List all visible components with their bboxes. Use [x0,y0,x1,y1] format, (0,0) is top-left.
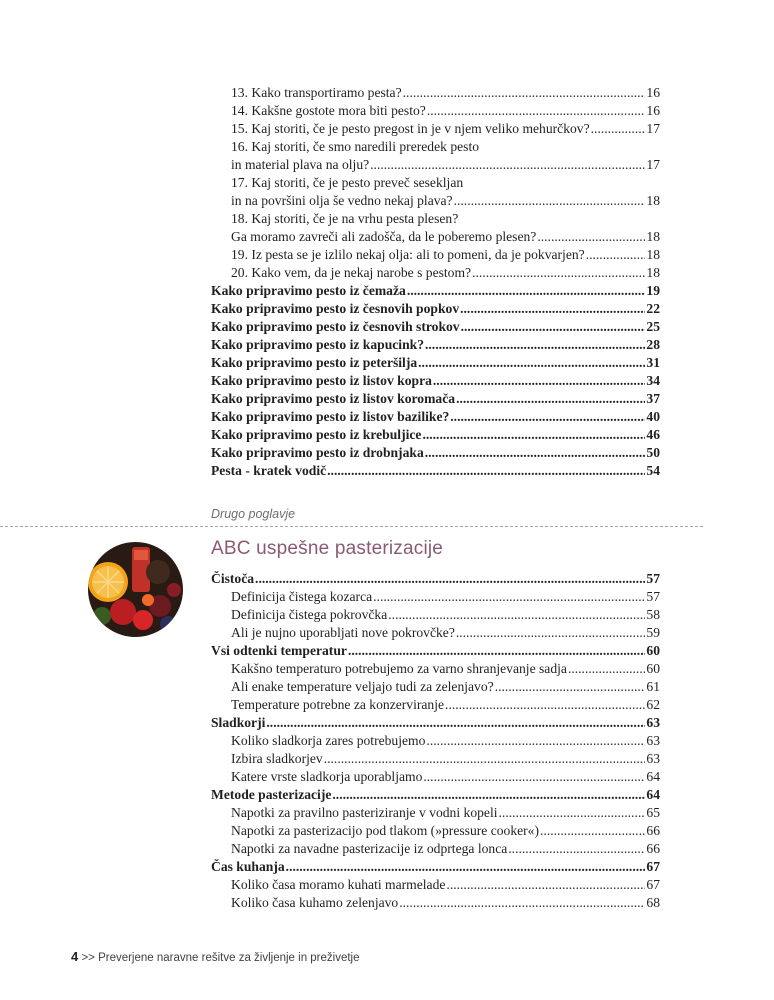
toc-entry-title: Kako pripravimo pesto iz kapucink? [211,337,424,352]
toc-top-list [211,84,660,480]
toc-entry-page: 18 [646,247,660,262]
toc-leader-dots [499,804,646,822]
toc-entry [211,606,660,624]
toc-entry-title: 18. Kaj storiti, če je na vrhu pesta plesen? [231,211,459,226]
toc-entry-title: Kako pripravimo pesto iz čemaža [211,283,406,298]
toc-entry-title: 19. Iz pesta se je izlilo nekaj olja: ali to pomeni, da je pokvarjen? [231,247,585,262]
toc-entry-title: Definicija čistega kozarca [231,589,373,604]
toc-entry [211,246,660,264]
toc-entry-title: Ali enake temperature veljajo tudi za zelenjavo? [231,679,494,694]
toc-entry-title: 13. Kako transportiramo pesta? [231,85,402,100]
toc-entry-page: 19 [646,283,660,298]
toc-entry-title: Pesta - kratek vodič [211,463,327,478]
toc-entry [211,822,660,840]
toc-entry-title: Napotki za pasterizacijo pod tlakom (»pressure cooker«) [231,823,540,838]
toc-entry [211,318,660,336]
toc-entry-title: Sladkorji [211,715,266,730]
toc-leader-dots [255,570,645,588]
toc-leader-dots [427,102,646,120]
toc-leader-dots [586,246,646,264]
toc-entry-page: 60 [646,643,660,658]
toc-leader-dots [456,390,645,408]
toc-entry-page: 50 [646,445,660,460]
toc-entry [211,264,660,282]
toc-entry-title: Ali je nujno uporabljati nove pokrovčke? [231,625,455,640]
toc-entry-title: Kako pripravimo pesto iz listov bazilike? [211,409,450,424]
toc-entry-title: Napotki za navadne pasterizacije iz odprtega lonca [231,841,508,856]
toc-entry [211,750,660,768]
toc-entry [211,588,660,606]
toc-entry-page: 54 [646,463,660,478]
toc-entry [211,462,660,480]
toc-entry-title: 20. Kako vem, da je nekaj narobe s pestom? [231,265,472,280]
toc-leader-dots [456,624,646,642]
toc-entry-page: 63 [646,751,660,766]
toc-leader-dots [426,732,645,750]
toc-entry-title: Čistoča [211,571,255,586]
toc-entry-page: 68 [646,895,660,910]
toc-entry [211,696,660,714]
toc-entry-page: 62 [646,697,660,712]
toc-entry [211,804,660,822]
toc-entry-page: 63 [646,733,660,748]
toc-entry [211,426,660,444]
toc-entry [211,84,660,102]
toc-entry-page: 46 [646,427,660,442]
toc-entry-page: 57 [646,571,660,586]
toc-entry [211,660,660,678]
toc-entry-title: in na površini olja še vedno nekaj plava? [231,193,453,208]
toc-leader-dots [450,408,645,426]
toc-entry [211,408,660,426]
toc-bottom-list [211,570,660,912]
toc-leader-dots [472,264,645,282]
toc-entry-title: Izbira sladkorjev [231,751,323,766]
toc-entry-page: 57 [646,589,660,604]
toc-leader-dots [508,840,645,858]
toc-entry-page: 18 [646,193,660,208]
toc-entry [211,894,660,912]
chapter-divider [0,526,703,527]
toc-entry-title: Koliko časa kuhamo zelenjavo [231,895,399,910]
chapter-label: Drugo poglavje [211,507,296,521]
toc-entry-title: Kako pripravimo pesto iz peteršilja [211,355,418,370]
toc-leader-dots [537,228,645,246]
toc-entry [211,228,660,246]
page-number: 4 [71,949,79,964]
toc-leader-dots [495,678,646,696]
toc-entry-page: 61 [646,679,660,694]
toc-leader-dots [454,192,646,210]
toc-entry-page: 64 [646,769,660,784]
toc-leader-dots [286,858,646,876]
toc-entry [211,372,660,390]
toc-entry-title: Kako pripravimo pesto iz listov koromača [211,391,456,406]
toc-entry-page: 18 [646,229,660,244]
toc-entry-page: 58 [646,607,660,622]
toc-leader-dots [568,660,645,678]
toc-entry-title: Kakšno temperaturo potrebujemo za varno shranjevanje sadja [231,661,567,676]
toc-leader-dots [461,318,646,336]
toc-entry-title: Kako pripravimo pesto iz česnovih popkov [211,301,460,316]
toc-entry [211,570,660,588]
toc-entry [211,624,660,642]
toc-leader-dots [418,354,645,372]
toc-entry [211,840,660,858]
toc-entry [211,732,660,750]
toc-entry-title: Kako pripravimo pesto iz krebuljice [211,427,422,442]
toc-entry [211,210,660,228]
toc-entry [211,300,660,318]
toc-entry-page: 63 [646,715,660,730]
toc-entry-title: Napotki za pravilno pasteriziranje v vodni kopeli [231,805,498,820]
toc-entry-page: 60 [646,661,660,676]
toc-leader-dots [445,696,645,714]
toc-entry-page: 64 [646,787,660,802]
toc-entry [211,102,660,120]
toc-leader-dots [327,462,645,480]
toc-leader-dots [399,894,645,912]
toc-entry-page: 25 [646,319,660,334]
toc-leader-dots [407,282,646,300]
toc-entry [211,678,660,696]
toc-leader-dots [460,300,645,318]
toc-entry [211,138,660,156]
toc-entry-page: 18 [646,265,660,280]
toc-leader-dots [591,120,646,138]
toc-entry-title: 17. Kaj storiti, če je pesto preveč sesekljan [231,175,464,190]
toc-entry [211,786,660,804]
toc-leader-dots [332,786,645,804]
toc-entry-page: 17 [646,121,660,136]
toc-leader-dots [388,606,645,624]
toc-leader-dots [422,426,645,444]
toc-entry-title: Kako pripravimo pesto iz drobnjaka [211,445,424,460]
toc-entry-title: Temperature potrebne za konzerviranje [231,697,445,712]
toc-entry-page: 67 [646,859,660,874]
toc-entry-page: 16 [646,85,660,100]
toc-entry [211,282,660,300]
toc-entry-page: 66 [646,823,660,838]
toc-entry-page: 28 [646,337,660,352]
toc-entry-page: 34 [646,373,660,388]
toc-entry [211,858,660,876]
toc-leader-dots [403,84,646,102]
fruit-photo-icon [88,542,183,637]
toc-leader-dots [324,750,646,768]
toc-entry-title: Vsi odtenki temperatur [211,643,347,658]
toc-leader-dots [423,768,645,786]
toc-leader-dots [446,876,645,894]
toc-leader-dots [373,588,645,606]
toc-entry-title: 16. Kaj storiti, če smo naredili preredek pesto [231,139,480,154]
toc-entry-title: Koliko sladkorja zares potrebujemo [231,733,426,748]
toc-entry-page: 22 [646,301,660,316]
toc-entry-title: Čas kuhanja [211,859,285,874]
toc-entry [211,192,660,210]
toc-entry-page: 37 [646,391,660,406]
toc-entry-page: 17 [646,157,660,172]
toc-entry-title: in material plava na olju? [231,157,370,172]
toc-entry [211,768,660,786]
toc-entry-page: 67 [646,877,660,892]
toc-entry-title: Kako pripravimo pesto iz listov kopra [211,373,432,388]
toc-entry-title: Ga moramo zavreči ali zadošča, da le poberemo plesen? [231,229,537,244]
toc-entry-page: 59 [646,625,660,640]
toc-entry-title: Katere vrste sladkorja uporabljamo [231,769,423,784]
toc-entry [211,444,660,462]
toc-entry [211,354,660,372]
toc-leader-dots [348,642,645,660]
toc-entry-title: Metode pasterizacije [211,787,332,802]
footer-text: >> Preverjene naravne rešitve za življenje in preživetje [81,952,360,964]
toc-entry [211,156,660,174]
toc-entry [211,876,660,894]
toc-entry-title: 14. Kakšne gostote mora biti pesto? [231,103,426,118]
toc-leader-dots [266,714,645,732]
toc-leader-dots [425,336,645,354]
toc-entry [211,120,660,138]
chapter-title: ABC uspešne pasterizacije [211,538,444,559]
toc-entry-title: 15. Kaj storiti, če je pesto pregost in je v njem veliko mehurčkov? [231,121,590,136]
toc-leader-dots [433,372,646,390]
toc-entry-title: Kako pripravimo pesto iz česnovih strokov [211,319,460,334]
toc-entry-page: 65 [646,805,660,820]
toc-entry [211,642,660,660]
toc-entry [211,174,660,192]
toc-entry-page: 66 [646,841,660,856]
toc-entry-page: 16 [646,103,660,118]
toc-entry-title: Definicija čistega pokrovčka [231,607,388,622]
page-footer [71,949,360,964]
toc-leader-dots [425,444,646,462]
toc-entry-page: 31 [646,355,660,370]
toc-entry-page: 40 [646,409,660,424]
toc-entry [211,714,660,732]
toc-entry [211,336,660,354]
toc-entry-title: Koliko časa moramo kuhati marmelade [231,877,446,892]
toc-entry [211,390,660,408]
toc-leader-dots [370,156,645,174]
toc-leader-dots [540,822,645,840]
